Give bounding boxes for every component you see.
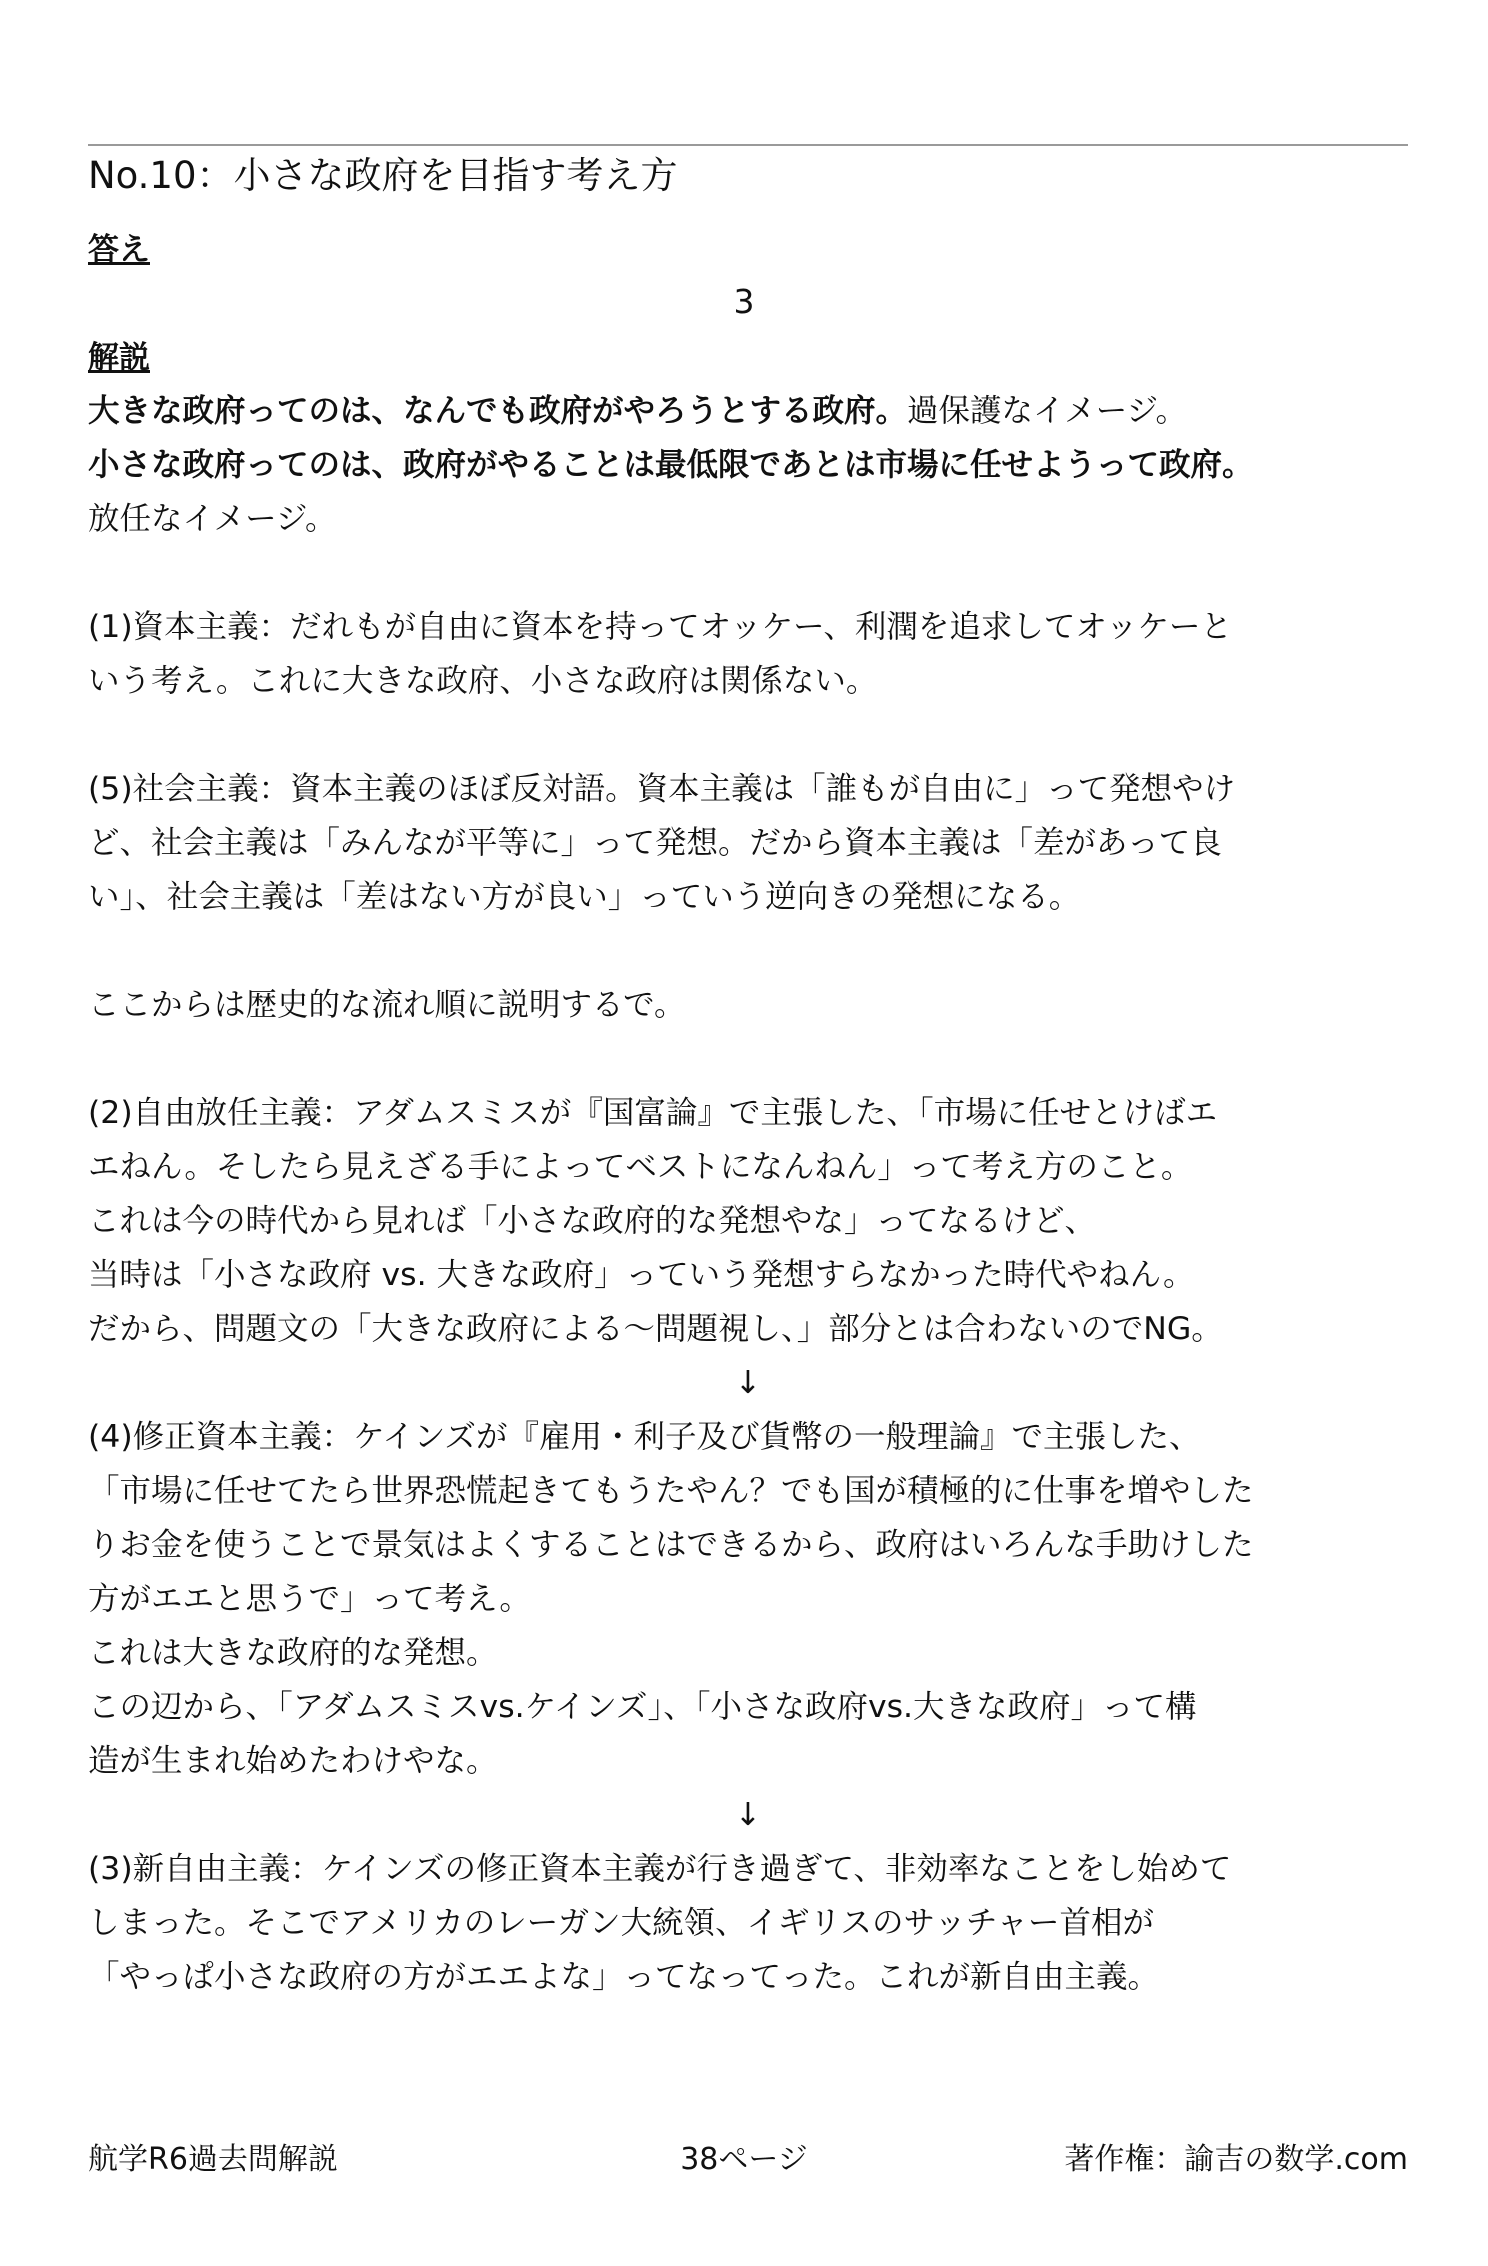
paragraph-keynes-line: 「市場に任せてたら世界恐慌起きてもうたやん？でも国が積極的に仕事を増やした [88, 1473, 1254, 1509]
intro-line [88, 492, 1428, 546]
paragraph-neoliberalism-line: 「やっぱ小さな政府の方がエエよな」ってなってった。これが新自由主義。 [88, 1959, 1160, 1995]
paragraph-laissez-faire-line: これは今の時代から見れば「小さな政府的な発想やな」ってなるけど、 [88, 1203, 1097, 1239]
paragraph-keynes-line: この辺から、「アダムスミスvs.ケインズ」、「小さな政府vs.大きな政府」って構 [88, 1689, 1197, 1725]
header-rule [88, 144, 1408, 146]
footer-copyright: 著作権：諭吉の数学.com [1064, 2142, 1408, 2177]
paragraph-keynes-line: 造が生まれ始めたわけやな。 [88, 1743, 498, 1779]
intro-normal: 放任なイメージ。 [88, 501, 337, 537]
intro-bold: 大きな政府ってのは、なんでも政府がやろうとする政府。 [88, 393, 908, 429]
paragraph-keynes-line: これは大きな政府的な発想。 [88, 1635, 498, 1671]
down-arrow: ↓ [734, 1365, 762, 1401]
intro-line [88, 384, 1428, 438]
footer-document-title: 航学R6過去問解説 [88, 2142, 338, 2177]
paragraph-socialism-line: い」、社会主義は「差はない方が良い」っていう逆向きの発想になる。 [88, 879, 1081, 915]
paragraph-keynes-line: (4)修正資本主義：ケインズが『雇用・利子及び貨幣の一般理論』で主張した、 [88, 1419, 1201, 1455]
intro-bold: 小さな政府ってのは、政府がやることは最低限であとは市場に任せようって政府。 [88, 447, 1254, 483]
paragraph-laissez-faire-line: (2)自由放任主義：アダムスミスが『国富論』で主張した、「市場に任せとけばエ [88, 1095, 1218, 1131]
transition-line: ここからは歴史的な流れ順に説明するで。 [88, 987, 686, 1023]
explanation-body [88, 384, 1428, 2004]
explanation-heading: 解説 [88, 340, 150, 376]
answer-heading: 答え [88, 232, 150, 268]
paragraph-capitalism-line: (1)資本主義：だれもが自由に資本を持ってオッケー、利潤を追求してオッケーと [88, 609, 1232, 645]
paragraph-neoliberalism-line: しまった。そこでアメリカのレーガン大統領、イギリスのサッチャー首相が [88, 1905, 1154, 1941]
paragraph-laissez-faire-line: だから、問題文の「大きな政府による〜問題視し、」部分とは合わないのでNG。 [88, 1311, 1223, 1347]
paragraph-keynes-line: りお金を使うことで景気はよくすることはできるから、政府はいろんな手助けした [88, 1527, 1254, 1563]
footer-page-number: 38ページ [680, 2142, 808, 2177]
paragraph-capitalism-line: いう考え。これに大きな政府、小さな政府は関係ない。 [88, 663, 878, 699]
down-arrow: ↓ [734, 1797, 762, 1833]
intro-line [88, 438, 1428, 492]
paragraph-laissez-faire-line: 当時は「小さな政府 vs. 大きな政府」っていう発想すらなかった時代やねん。 [88, 1257, 1195, 1293]
answer-value: 3 [733, 282, 755, 321]
paragraph-laissez-faire-line: エねん。そしたら見えざる手によってベストになんねん」って考え方のこと。 [88, 1149, 1193, 1185]
intro-normal: 過保護なイメージ。 [907, 393, 1188, 429]
paragraph-neoliberalism-line: (3)新自由主義：ケインズの修正資本主義が行き過ぎて、非効率なことをし始めて [88, 1851, 1232, 1887]
paragraph-socialism-line: ど、社会主義は「みんなが平等に」って発想。だから資本主義は「差があって良 [88, 825, 1222, 861]
page-title: No.10：小さな政府を目指す考え方 [88, 154, 678, 197]
paragraph-socialism-line: (5)社会主義：資本主義のほぼ反対語。資本主義は「誰もが自由に」って発想やけ [88, 771, 1236, 807]
paragraph-keynes-line: 方がエエと思うで」って考え。 [88, 1581, 531, 1617]
